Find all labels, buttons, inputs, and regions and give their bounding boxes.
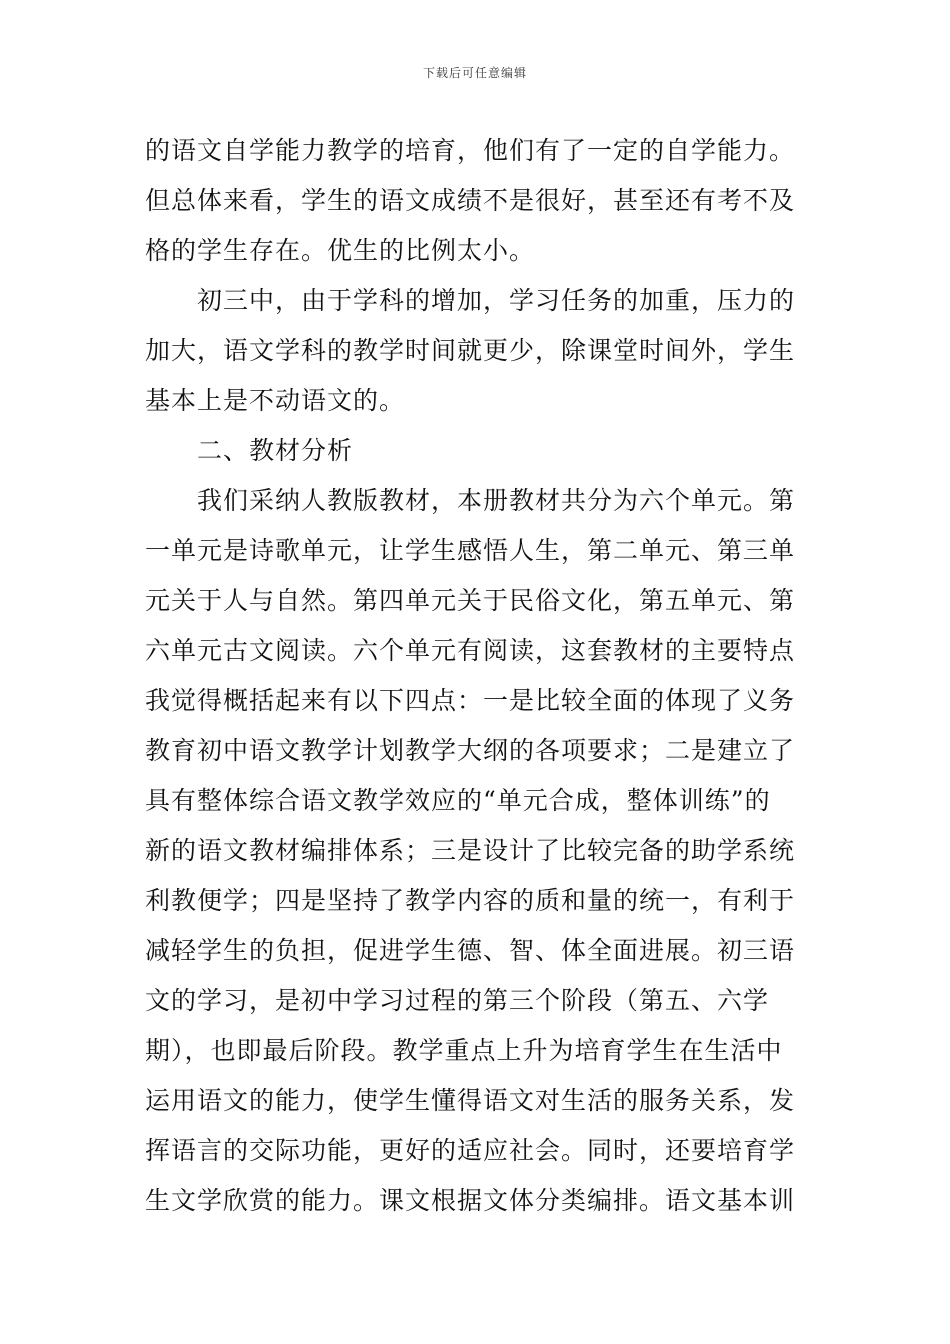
document-body	[145, 126, 807, 1226]
text-line: 六单元古文阅读。六个单元有阅读，这套教材的主要特点	[145, 636, 796, 665]
text-line: 元关于人与自然。第四单元关于民俗文化，第五单元、第	[145, 586, 796, 615]
text-line: 新的语文教材编排体系；三是设计了比较完备的助学系统	[145, 836, 796, 865]
text-line: 格的学生存在。优生的比例太小。	[145, 236, 536, 265]
paragraph-start-line: 初三中，由于学科的增加，学习任务的加重，压力的	[197, 286, 796, 315]
text-line: 利教便学；四是坚持了教学内容的质和量的统一，有利于	[145, 886, 796, 915]
text-line: 加大，语文学科的教学时间就更少，除课堂时间外，学生	[145, 336, 796, 365]
text-line: 教育初中语文教学计划教学大纲的各项要求；二是建立了	[145, 736, 796, 765]
text-line: 具有整体综合语文教学效应的“单元合成，整体训练”的	[145, 786, 771, 815]
text-line: 基本上是不动语文的。	[145, 386, 406, 415]
text-line: 的语文自学能力教学的培育，他们有了一定的自学能力。	[145, 136, 796, 165]
text-line: 减轻学生的负担，促进学生德、智、体全面进展。初三语	[145, 936, 796, 965]
text-line: 生文学欣赏的能力。课文根据文体分类编排。语文基本训	[145, 1186, 796, 1215]
text-line: 挥语言的交际功能，更好的适应社会。同时，还要培育学	[145, 1136, 796, 1165]
paragraph-start-line: 我们采纳人教版教材，本册教材共分为六个单元。第	[197, 486, 796, 515]
section-heading: 二、教材分析	[197, 436, 354, 465]
text-line: 期），也即最后阶段。教学重点上升为培育学生在生活中	[145, 1036, 783, 1065]
text-line: 运用语文的能力，使学生懂得语文对生活的服务关系，发	[145, 1086, 796, 1115]
text-line: 一单元是诗歌单元，让学生感悟人生，第二单元、第三单	[145, 536, 796, 565]
text-line: 文的学习，是初中学习过程的第三个阶段（第五、六学	[145, 986, 770, 1015]
page-header: 下载后可任意编辑	[422, 66, 527, 80]
text-line: 但总体来看，学生的语文成绩不是很好，甚至还有考不及	[145, 186, 796, 215]
text-line: 我觉得概括起来有以下四点：一是比较全面的体现了义务	[145, 686, 796, 715]
